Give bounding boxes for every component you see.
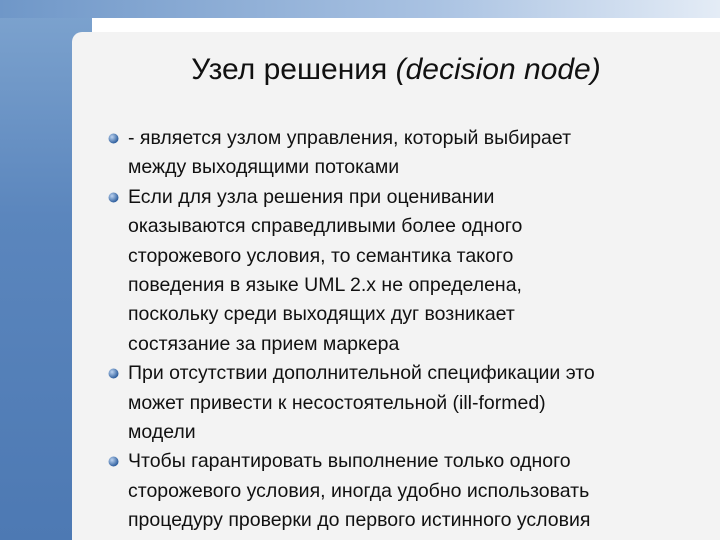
bullet-line: сторожевого условия, то семантика такого [128, 244, 514, 267]
slide-title [72, 50, 720, 90]
bullet-sphere-icon [108, 133, 119, 144]
bullet-line: сторожевого условия, иногда удобно использовать [128, 479, 590, 502]
bullet-line: состязание за прием маркера [128, 332, 400, 355]
bullet-line: между выходящими потоками [128, 156, 400, 179]
bullet-item-1 [106, 124, 720, 183]
bullet-line: может привести к несостоятельной (ill-formed) [128, 391, 546, 414]
bullet-line: Чтобы гарантировать выполнение только одного [128, 450, 571, 473]
bullet-line: оказываются справедливыми более одного [128, 215, 523, 238]
bullet-line: процедуру проверки до первого истинного условия [128, 509, 591, 532]
top-decorative-band [0, 0, 720, 18]
bullet-line: поскольку среди выходящих дуг возникает [128, 303, 515, 326]
bullet-line: Если для узла решения при оценивании [128, 185, 495, 208]
bullet-item-2 [106, 183, 720, 359]
bullet-line: поведения в языке UML 2.x не определена, [128, 274, 522, 297]
bullet-sphere-icon [108, 456, 119, 467]
bullet-item-3 [106, 359, 720, 447]
bullet-item-4 [106, 447, 720, 535]
bullet-sphere-icon [108, 192, 119, 203]
title-italic-text: (decision node) [395, 53, 601, 86]
bullet-line: модели [128, 421, 196, 444]
bullet-sphere-icon [108, 368, 119, 379]
bullet-line: - является узлом управления, который выбирает [128, 127, 572, 149]
bullet-line: При отсутствии дополнительной спецификации это [128, 362, 595, 385]
title-main-text: Узел решения [191, 53, 396, 86]
bullet-list [106, 124, 720, 536]
